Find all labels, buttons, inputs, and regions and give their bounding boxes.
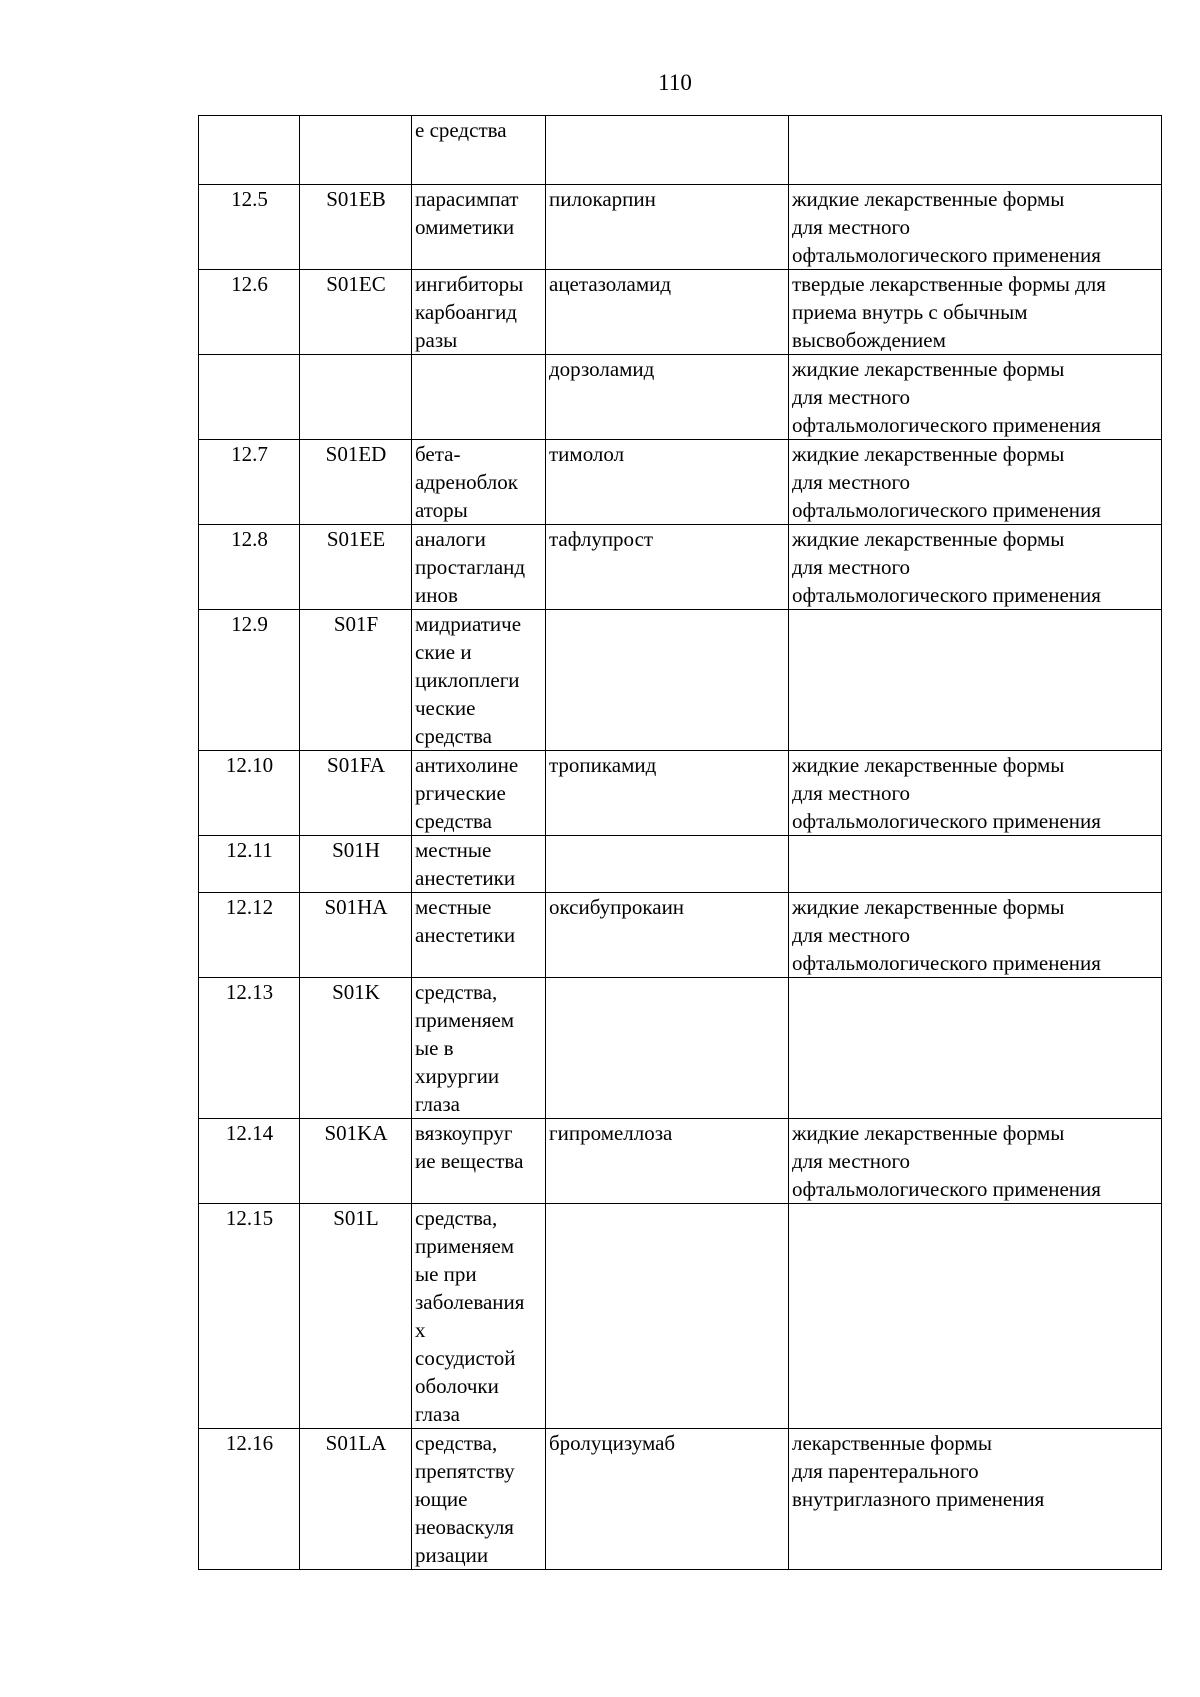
table-row <box>199 116 1162 185</box>
table-row <box>199 893 1162 978</box>
table-row <box>199 751 1162 836</box>
cell-group-name: е средства <box>412 116 546 185</box>
cell-number: 12.15 <box>199 1204 300 1429</box>
cell-drug-name: дорзоламид <box>546 355 789 440</box>
cell-atc-code: S01LA <box>300 1429 412 1570</box>
cell-atc-code: S01L <box>300 1204 412 1429</box>
cell-drug-name: пилокарпин <box>546 185 789 270</box>
cell-dosage-form: жидкие лекарственные формы для местного офтальмологического применения <box>789 440 1162 525</box>
drug-list-table <box>198 115 1162 1570</box>
cell-drug-name: тимолол <box>546 440 789 525</box>
cell-dosage-form <box>789 978 1162 1119</box>
table-row <box>199 355 1162 440</box>
cell-drug-name: оксибупрокаин <box>546 893 789 978</box>
cell-dosage-form: жидкие лекарственные формы для местного офтальмологического применения <box>789 185 1162 270</box>
cell-atc-code: S01EB <box>300 185 412 270</box>
cell-drug-name <box>546 116 789 185</box>
cell-drug-name: тафлупрост <box>546 525 789 610</box>
cell-drug-name <box>546 836 789 893</box>
table-row <box>199 185 1162 270</box>
cell-group-name: средства, применяем ые в хирургии глаза <box>412 978 546 1119</box>
cell-atc-code: S01K <box>300 978 412 1119</box>
cell-dosage-form: жидкие лекарственные формы для местного офтальмологического применения <box>789 525 1162 610</box>
cell-dosage-form: жидкие лекарственные формы для местного офтальмологического применения <box>789 355 1162 440</box>
cell-drug-name: тропикамид <box>546 751 789 836</box>
cell-atc-code: S01KA <box>300 1119 412 1204</box>
cell-atc-code: S01EE <box>300 525 412 610</box>
cell-group-name: антихолине ргические средства <box>412 751 546 836</box>
cell-dosage-form <box>789 116 1162 185</box>
cell-number: 12.10 <box>199 751 300 836</box>
table-row <box>199 978 1162 1119</box>
cell-group-name: мидриатиче ские и циклоплеги ческие средства <box>412 610 546 751</box>
cell-dosage-form: жидкие лекарственные формы для местного офтальмологического применения <box>789 893 1162 978</box>
cell-dosage-form <box>789 836 1162 893</box>
cell-number: 12.16 <box>199 1429 300 1570</box>
cell-drug-name: бролуцизумаб <box>546 1429 789 1570</box>
cell-number: 12.5 <box>199 185 300 270</box>
cell-number: 12.13 <box>199 978 300 1119</box>
cell-number: 12.8 <box>199 525 300 610</box>
cell-atc-code: S01H <box>300 836 412 893</box>
cell-number: 12.12 <box>199 893 300 978</box>
cell-group-name: ингибиторы карбоангид разы <box>412 270 546 355</box>
cell-number: 12.9 <box>199 610 300 751</box>
cell-number: 12.7 <box>199 440 300 525</box>
table-body <box>199 116 1162 1570</box>
cell-number <box>199 116 300 185</box>
cell-number: 12.6 <box>199 270 300 355</box>
cell-group-name: средства, применяем ые при заболевания х сосудистой оболочки глаза <box>412 1204 546 1429</box>
table-row <box>199 1204 1162 1429</box>
cell-drug-name <box>546 1204 789 1429</box>
cell-drug-name <box>546 978 789 1119</box>
table-row <box>199 440 1162 525</box>
cell-number: 12.11 <box>199 836 300 893</box>
page-number: 110 <box>658 70 692 95</box>
table-row <box>199 836 1162 893</box>
cell-atc-code <box>300 355 412 440</box>
cell-dosage-form: твердые лекарственные формы для приема внутрь с обычным высвобождением <box>789 270 1162 355</box>
cell-drug-name: гипромеллоза <box>546 1119 789 1204</box>
cell-group-name: аналоги простагланд инов <box>412 525 546 610</box>
cell-group-name: местные анестетики <box>412 893 546 978</box>
cell-drug-name: ацетазоламид <box>546 270 789 355</box>
cell-atc-code: S01F <box>300 610 412 751</box>
cell-dosage-form: жидкие лекарственные формы для местного офтальмологического применения <box>789 751 1162 836</box>
cell-group-name <box>412 355 546 440</box>
cell-group-name: вязкоупруг ие вещества <box>412 1119 546 1204</box>
cell-dosage-form <box>789 1204 1162 1429</box>
cell-dosage-form: лекарственные формы для парентерального внутриглазного применения <box>789 1429 1162 1570</box>
cell-dosage-form: жидкие лекарственные формы для местного офтальмологического применения <box>789 1119 1162 1204</box>
cell-atc-code: S01EC <box>300 270 412 355</box>
table-row <box>199 525 1162 610</box>
cell-group-name: местные анестетики <box>412 836 546 893</box>
cell-dosage-form <box>789 610 1162 751</box>
table-row <box>199 1119 1162 1204</box>
cell-atc-code: S01FA <box>300 751 412 836</box>
cell-atc-code: S01HA <box>300 893 412 978</box>
cell-atc-code <box>300 116 412 185</box>
table-row <box>199 610 1162 751</box>
cell-number <box>199 355 300 440</box>
cell-group-name: парасимпат омиметики <box>412 185 546 270</box>
table-row <box>199 270 1162 355</box>
cell-atc-code: S01ED <box>300 440 412 525</box>
table-row <box>199 1429 1162 1570</box>
cell-group-name: средства, препятству ющие неоваскуля ризации <box>412 1429 546 1570</box>
cell-drug-name <box>546 610 789 751</box>
cell-number: 12.14 <box>199 1119 300 1204</box>
cell-group-name: бета- адреноблок аторы <box>412 440 546 525</box>
